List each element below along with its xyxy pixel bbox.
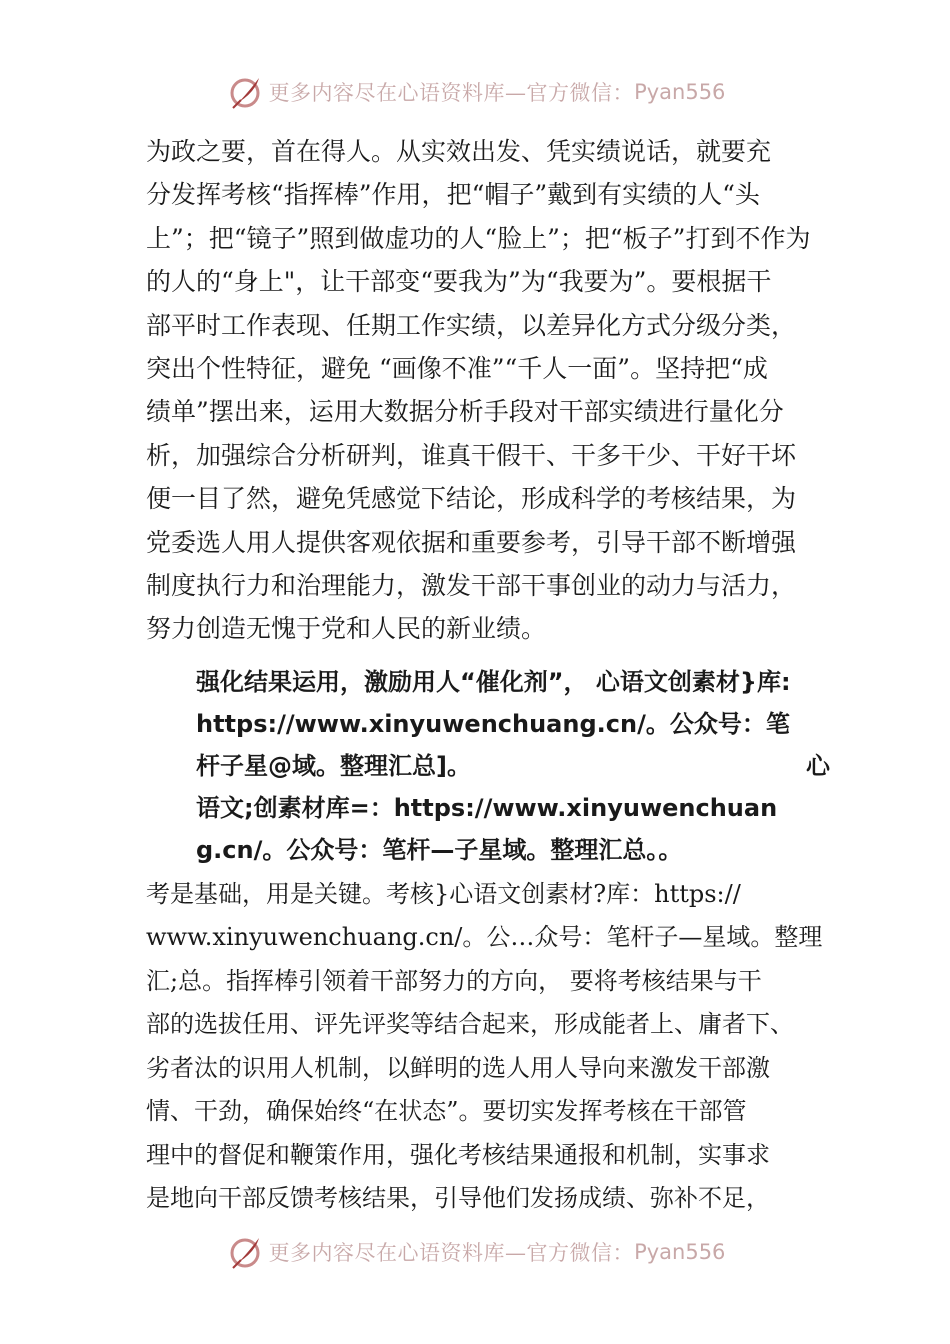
text-line: 理中的督促和鞭策作用，强化考核结果通报和机制，实事求: [146, 1140, 770, 1169]
heading-line: [196, 745, 830, 787]
text-line: 情、干劲，确保始终“在状态”。要切实发挥考核在干部管: [146, 1097, 747, 1126]
text-line: 的人的“身上"，让干部变“要我为”为“我要为”。要根据干: [146, 267, 772, 297]
text-line: 分发挥考核“指挥棒”作用，把“帽子”戴到有实绩的人“头: [146, 180, 760, 210]
document-body: [146, 130, 830, 1221]
header-watermark-text: 更多内容尽在心语资料库—官方微信：: [268, 81, 635, 105]
text-line: 制度执行力和治理能力，激发干部干事创业的动力与活力，: [146, 570, 797, 600]
text-line: 考是基础，用是关键。考核}心语文创素材?库：https://: [146, 879, 741, 908]
header-watermark-handle: Pyan556: [634, 80, 726, 104]
text-line: 上”；把“镜子”照到做虚功的人“脸上”；把“板子”打到不作为: [146, 223, 811, 253]
text-line: 汇;总。指挥棒引领着干部努力的方向， 要将考核结果与干: [146, 966, 762, 995]
text-line: 为政之要，首在得人。从实效出发、凭实绩说话，就要充: [146, 137, 772, 166]
text-line: 突出个性特征，避免 “画像不准”“千人一面”。坚持把“成: [146, 353, 768, 383]
text-line: 绩单”摆出来，运用大数据分析手段对干部实绩进行量化分: [146, 397, 784, 427]
heading-line-right: 心: [806, 751, 830, 780]
text-line: 党委选人用人提供客观依据和重要参考，引导干部不断增强: [146, 527, 797, 557]
text-line: 便一目了然，避免凭感觉下结论，形成科学的考核结果，为: [146, 484, 797, 514]
heading-line: https://www.xinyuwenchuang.cn/。公众号：笔: [196, 709, 790, 738]
feather-logo-icon: [225, 1232, 265, 1272]
text-line: 部的选拔任用、评先评奖等结合起来，形成能者上、庸者下、: [146, 1010, 794, 1039]
text-line: 析，加强综合分析研判，谁真干假干、干多干少、干好干坏: [146, 440, 797, 470]
heading-line: 语文;创素材库=：https://www.xinyuwenchuan: [196, 793, 778, 822]
footer-watermark-text: 更多内容尽在心语资料库—官方微信：: [268, 1241, 635, 1265]
text-line: 部平时工作表现、任期工作实绩，以差异化方式分级分类，: [146, 310, 797, 340]
text-line: 劣者汰的识用人机制，以鲜明的选人用人导向来激发干部激: [146, 1053, 770, 1082]
paragraph-1: [146, 130, 826, 651]
heading-line: g.cn/。公众号：笔杆—子星域。整理汇总。。: [196, 835, 683, 864]
text-line: www.xinyuwenchuang.cn/。公…众号：笔杆子—星域。整理: [146, 923, 823, 952]
section-heading: [196, 661, 830, 871]
text-line: 努力创造无愧于党和人民的新业绩。: [146, 614, 547, 644]
text-line: 是地向干部反馈考核结果，引导他们发扬成绩、弥补不足，: [146, 1184, 770, 1213]
footer-watermark: [0, 1230, 950, 1274]
paragraph-2: [146, 873, 826, 1221]
heading-line: 强化结果运用，激励用人“催化剂”， 心语文创素材}库:: [196, 667, 791, 696]
heading-line-left: 杆子星@域。整理汇总]。: [196, 751, 471, 780]
header-watermark: [0, 70, 950, 114]
feather-logo-icon: [225, 72, 265, 112]
footer-watermark-handle: Pyan556: [634, 1240, 726, 1264]
